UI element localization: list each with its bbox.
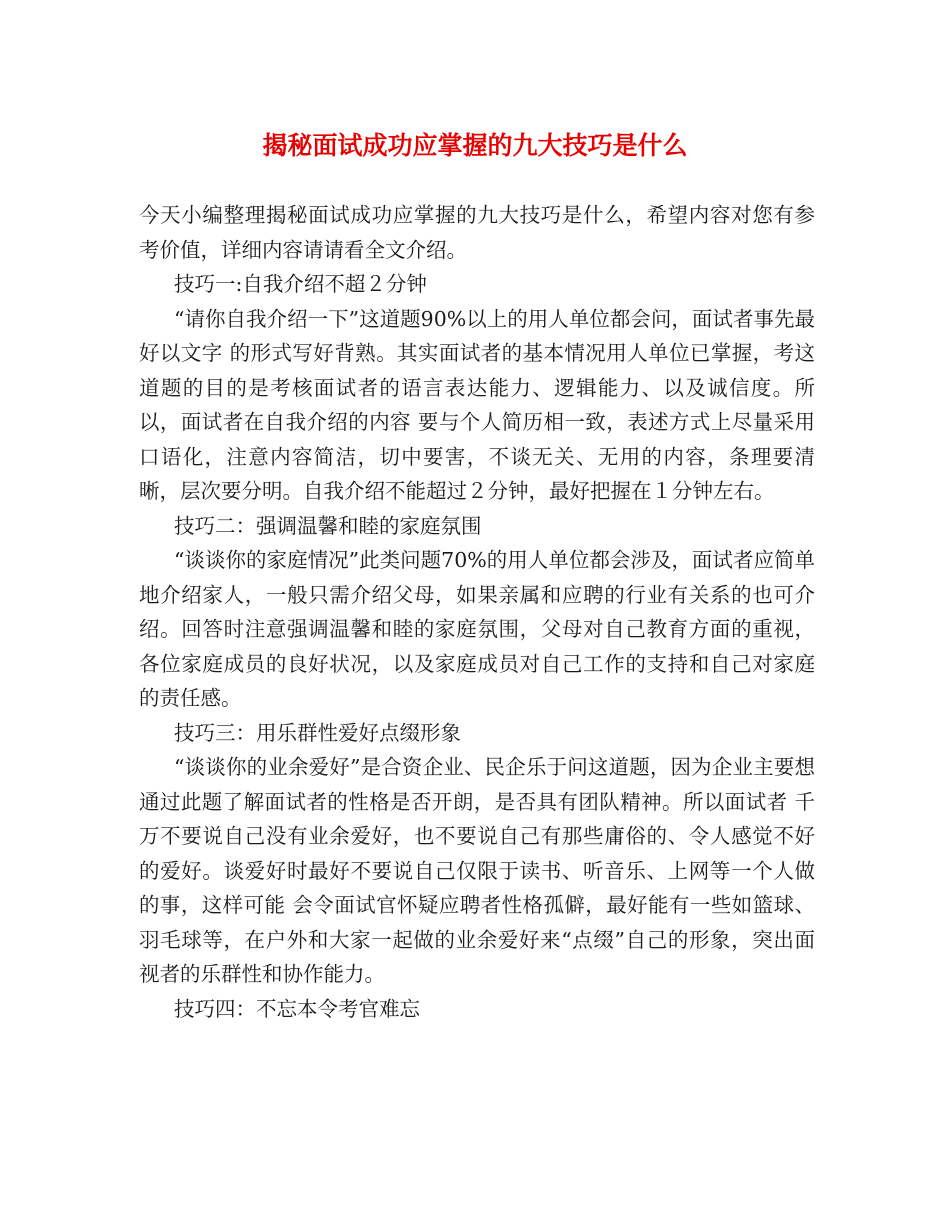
intro-paragraph: 今天小编整理揭秘面试成功应掌握的九大技巧是什么，希望内容对您有参考价值，详细内容请请看全文介绍。 <box>139 203 815 262</box>
tip-heading-2: 技巧二：强调温馨和睦的家庭氛围 <box>174 513 482 538</box>
tip-heading-3: 技巧三：用乐群性爱好点缀形象 <box>174 720 461 745</box>
tip-paragraph-3: “谈谈你的业余爱好”是合资企业、民企乐于问这道题，因为企业主要想通过此题了解面试者的性格是否开朗，是否具有团队精神。所以面试者 千万不要说自己没有业余爱好，也不要说自己有那些庸俗的、令人感觉不好的爱好。谈爱好时最好不要说自己仅限于读书、听音乐、上网等一个人做的事，这样可能 会令面试官怀疑应聘者性格孤僻，最好能有一些如篮球、羽毛球等，在户外和大家一起做的业余爱好来“点缀”自己的形象，突出面视者的乐群性和协作能力。 <box>139 755 815 986</box>
tip-paragraph-2: “谈谈你的家庭情况”此类问题70%的用人单位都会涉及，面试者应简单地介绍家人，一般只需介绍父母，如果亲属和应聘的行业有关系的也可介绍。回答时注意强调温馨和睦的家庭氛围，父母对自己教育方面的重视，各位家庭成员的良好状况，以及家庭成员对自己工作的支持和自己对家庭的责任感。 <box>139 548 815 710</box>
document-title: 揭秘面试成功应掌握的九大技巧是什么 <box>262 131 688 160</box>
document-body <box>139 198 815 1026</box>
tip-heading-1: 技巧一:自我介绍不超２分钟 <box>174 272 427 296</box>
tip-paragraph-1: “请你自我介绍一下”这道题90%以上的用人单位都会问，面试者事先最好以文字 的形式写好背熟。其实面试者的基本情况用人单位已掌握，考这道题的目的是考核面试者的语言表达能力、逻辑能力、以及诚信度。所以，面试者在自我介绍的内容 要与个人简历相一致，表述方式上尽量采用口语化，注意内容简洁，切中要害，不谈无关、无用的内容，条理要清晰，层次要分明。自我介绍不能超过２分钟，最好把握在１分钟左右。 <box>139 306 815 503</box>
tip-heading-4: 技巧四：不忘本令考官难忘 <box>174 996 420 1021</box>
